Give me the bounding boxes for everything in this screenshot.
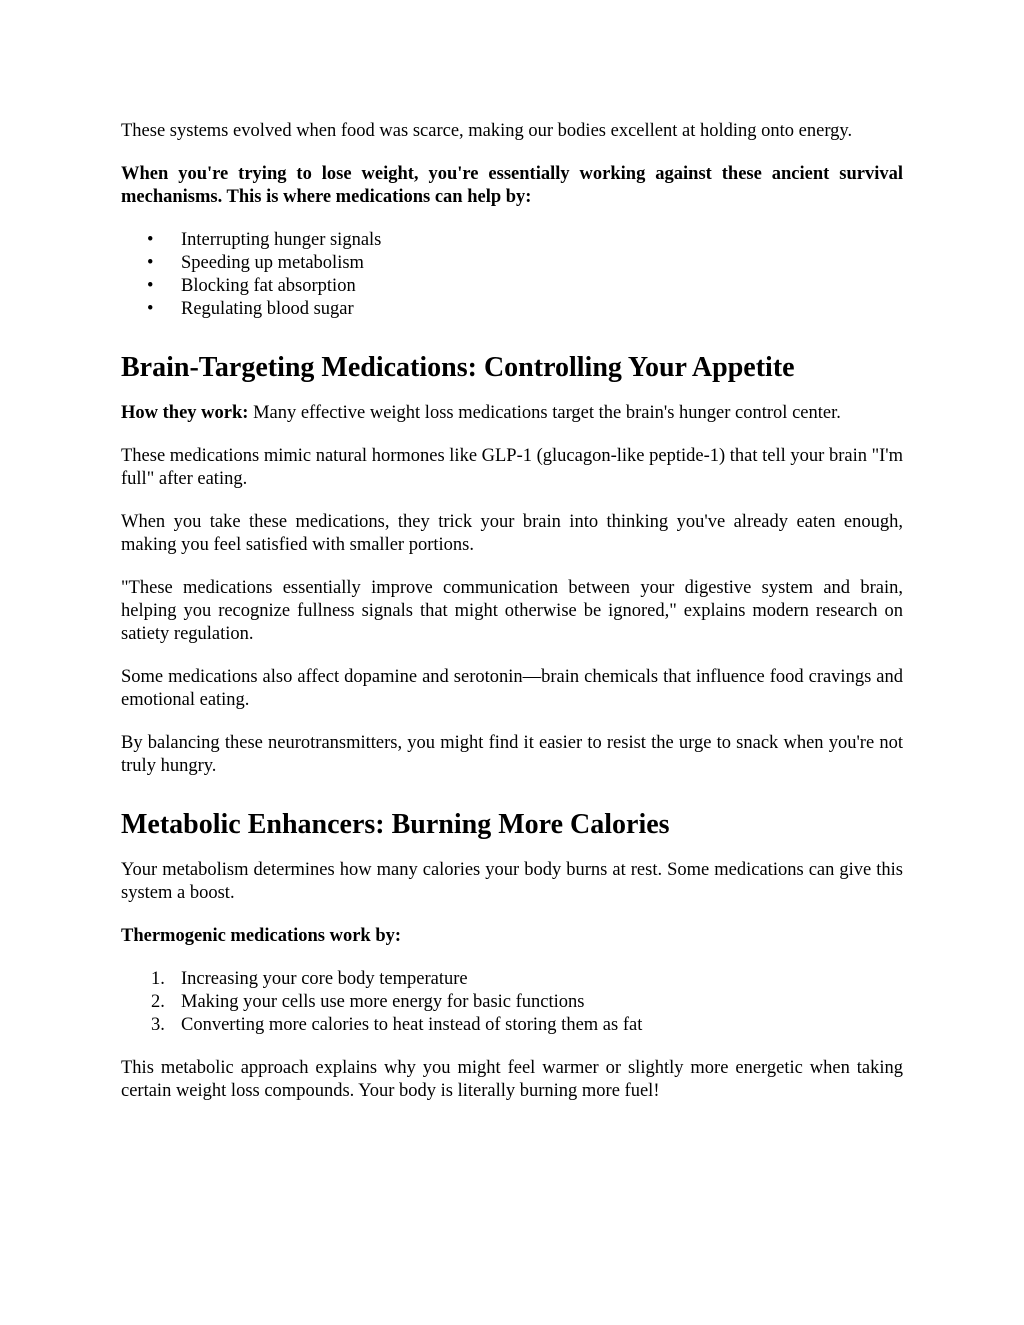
quote-paragraph: "These medications essentially improve communication between your digestive system and brain, helping you recognize fullness signals that might otherwise be ignored," explains modern research on satiety regulation. [121,578,903,644]
list-item-text: Regulating blood sugar [181,299,354,319]
section-heading-brain-targeting: Brain-Targeting Medications: Controlling Your Appetite [121,352,795,383]
section-heading-metabolic-enhancers: Metabolic Enhancers: Burning More Calories [121,809,670,840]
body-paragraph: When you take these medications, they trick your brain into thinking you've already eaten enough, making you feel satisfied with smaller portions. [121,512,903,555]
list-item-text: Converting more calories to heat instead of storing them as fat [181,1015,643,1035]
list-item [147,252,903,275]
benefits-bullet-list [121,229,903,321]
bullet-icon: • [147,230,154,250]
list-item [147,275,903,298]
intro-paragraph: These systems evolved when food was scarce, making our bodies excellent at holding onto energy. [121,121,853,141]
thermogenic-subheading: Thermogenic medications work by: [121,926,402,946]
list-item [147,229,903,252]
bullet-icon: • [147,253,154,273]
intro-bold-paragraph: When you're trying to lose weight, you're essentially working against these ancient survival mechanisms. This is where medications can help by: [121,164,903,207]
body-paragraph: These medications mimic natural hormones like GLP-1 (glucagon-like peptide-1) that tell your brain "I'm full" after eating. [121,446,904,489]
list-item-number: 3. [151,1015,165,1035]
list-item-number: 2. [151,992,165,1012]
thermogenic-numbered-list [121,968,903,1037]
list-item-text: Making your cells use more energy for basic functions [181,992,585,1012]
list-item-text: Speeding up metabolism [181,253,364,273]
how-they-work-label: How they work: [121,403,249,423]
how-they-work-text: Many effective weight loss medications target the brain's hunger control center. [253,403,841,423]
list-item [151,968,903,991]
bullet-icon: • [147,299,154,319]
how-they-work-paragraph [121,402,903,425]
list-item [147,298,903,321]
bullet-icon: • [147,276,154,296]
closing-paragraph: This metabolic approach explains why you might feel warmer or slightly more energetic when taking certain weight loss compounds. Your body is literally burning more fuel! [121,1058,903,1101]
list-item-text: Blocking fat absorption [181,276,356,296]
list-item [151,1014,903,1037]
metabolism-paragraph: Your metabolism determines how many calories your body burns at rest. Some medications can give this system a boost. [121,860,903,903]
body-paragraph: By balancing these neurotransmitters, you might find it easier to resist the urge to snack when you're not truly hungry. [121,733,903,776]
body-paragraph: Some medications also affect dopamine and serotonin—brain chemicals that influence food cravings and emotional eating. [121,667,903,710]
list-item-text: Interrupting hunger signals [181,230,382,250]
list-item-text: Increasing your core body temperature [181,969,468,989]
document-page [121,120,903,1123]
list-item [151,991,903,1014]
list-item-number: 1. [151,969,165,989]
